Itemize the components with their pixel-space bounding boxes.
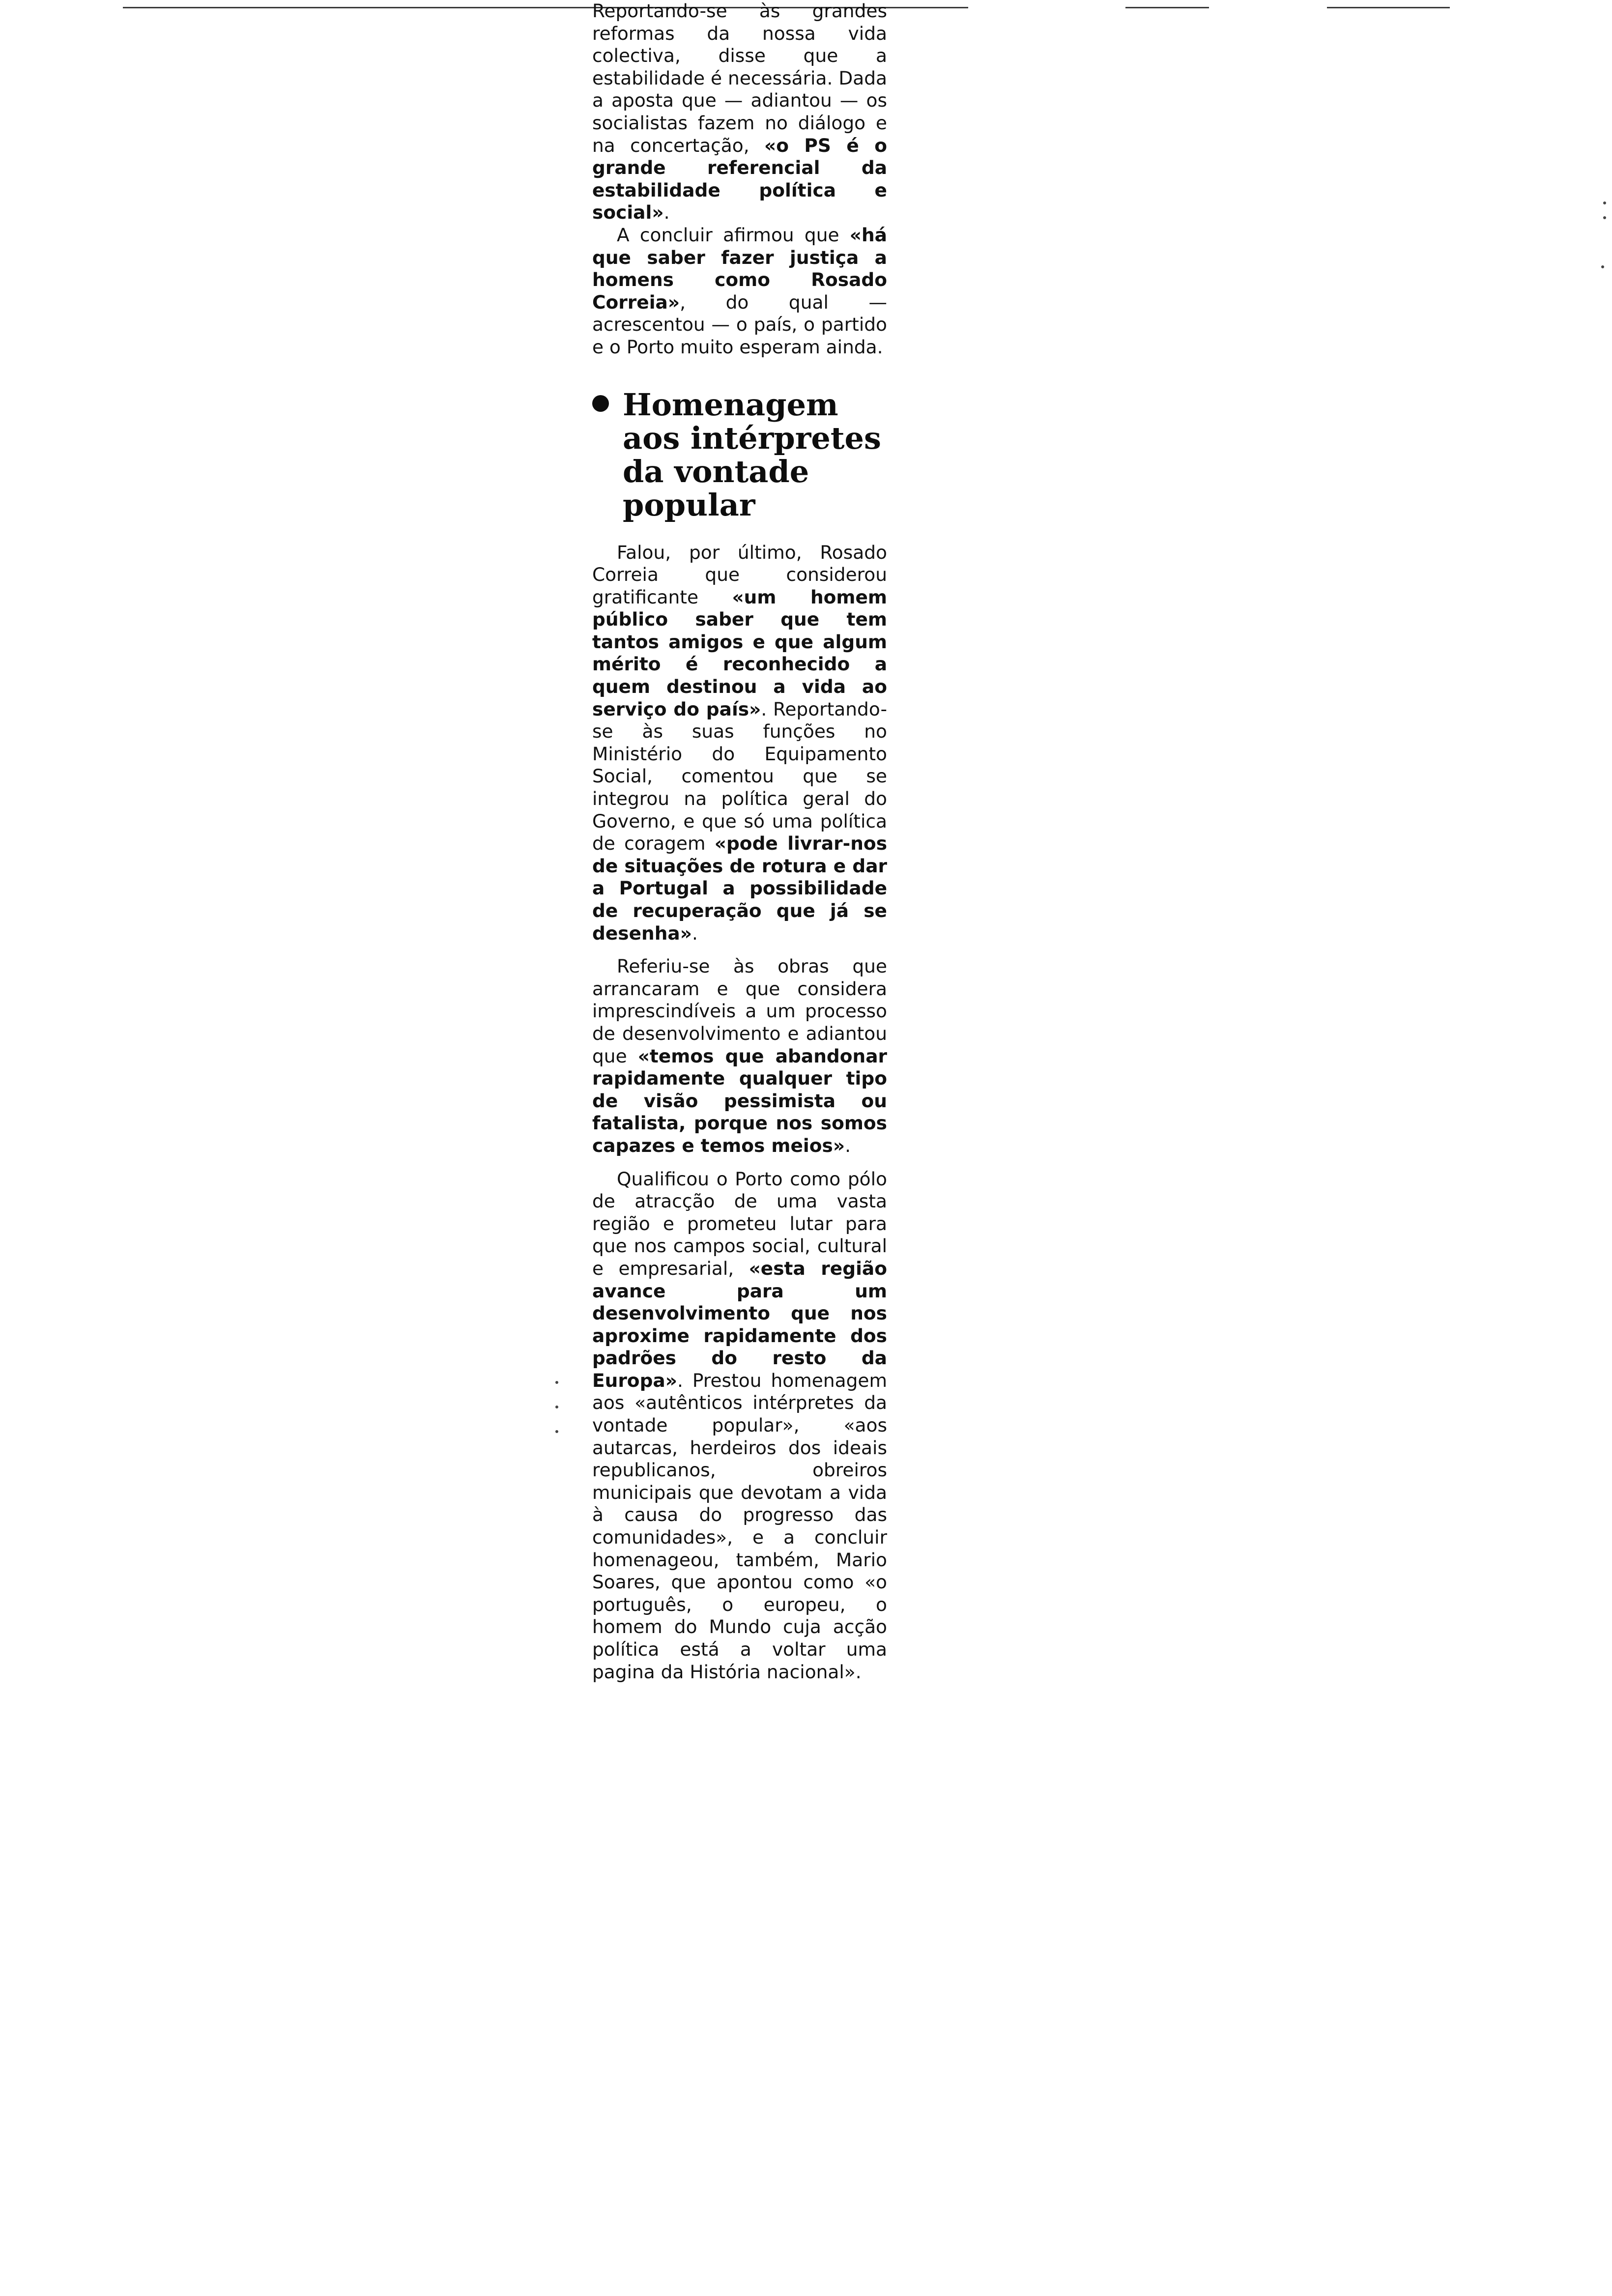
- conclusion-text-1: A concluir afirmou que: [617, 224, 850, 246]
- speech-text-2: . Reportando-se às suas funções no Ministério do Equipamento Social, comentou que se integrou na política geral do Governo, e que só uma política de coragem: [592, 698, 888, 855]
- works-quote: «temos que abandonar rapidamente qualquer tipo de visão pessimista ou fatalista, porque nos somos capazes e temos meios»: [592, 1045, 887, 1156]
- porto-quote: «esta região avance para um desenvolvimento que nos aproxime rapidamente dos padrões do resto da Europa»: [592, 1257, 887, 1391]
- article-paragraph-speech: [592, 542, 887, 945]
- conclusion-text-2: , do qual — acrescentou — o país, o partido e o Porto muito esperam ainda.: [592, 291, 887, 358]
- article-paragraph-intro: [592, 0, 887, 224]
- article-paragraph-works: [592, 955, 887, 1157]
- section-heading-line-2: aos intérpretes: [623, 420, 881, 456]
- porto-text-1: Qualificou o Porto como pólo de atracção de uma vasta região e prometeu lutar para que nos campos social, cultural e empresarial,: [592, 1168, 887, 1279]
- scan-speck: [1603, 216, 1606, 219]
- top-rule-far-right: [1327, 7, 1450, 8]
- scan-speck: [1603, 201, 1606, 204]
- speech-quote-2: «pode livrar-nos de situações de rotura e dar a Portugal a possibilidade de recuperação que já se desenha»: [592, 832, 888, 944]
- section-heading-line-1: Homenagem: [623, 386, 838, 423]
- intro-text-2: .: [663, 201, 670, 224]
- porto-text-2: . Prestou homenagem aos «autênticos intérpretes da vontade popular», «aos autarcas, herdeiros dos ideais republicanos, obreiros municipais que devotam a vida à causa do progresso das comunidades», e a concluir homenageou, também, Mario Soares, que apontou como «o português, o europeu, o homem do Mundo cuja acção política está a voltar uma pagina da História nacional».: [592, 1369, 887, 1683]
- speech-text-1: Falou, por último, Rosado Correia que considerou gratificante: [592, 541, 887, 608]
- top-rule-right: [1125, 7, 1209, 8]
- conclusion-quote: «há que saber fazer justiça a homens como Rosado Correia»: [592, 224, 887, 313]
- section-heading: [592, 388, 887, 522]
- article-column: [592, 0, 887, 1683]
- bullet-icon: [592, 395, 609, 412]
- speech-quote-1: «um homem público saber que tem tantos amigos e que algum mérito é reconhecido a quem destinou a vida ao serviço do país»: [592, 586, 887, 720]
- intro-text-1: Reportando-se às grandes reformas da nossa vida colectiva, disse que a estabilidade é necessária. Dada a aposta que — adiantou — os socialistas fazem no diálogo e na concertação,: [592, 0, 887, 156]
- works-text-1: Referiu-se às obras que arrancaram e que considera imprescindíveis a um processo de desenvolvimento e adiantou que: [592, 955, 887, 1067]
- article-paragraph-porto: [592, 1168, 887, 1684]
- scan-speck: [555, 1406, 558, 1408]
- scan-speck: [1601, 265, 1604, 268]
- intro-quote: «o PS é o grande referencial da estabilidade política e social»: [592, 134, 888, 224]
- article-paragraph-conclusion: [592, 224, 887, 359]
- section-heading-line-3: da vontade: [623, 453, 809, 489]
- speech-text-3: .: [691, 922, 698, 944]
- works-text-2: .: [845, 1134, 851, 1156]
- scan-speck: [555, 1430, 558, 1433]
- scan-speck: [555, 1381, 558, 1384]
- section-heading-line-4: popular: [623, 487, 755, 523]
